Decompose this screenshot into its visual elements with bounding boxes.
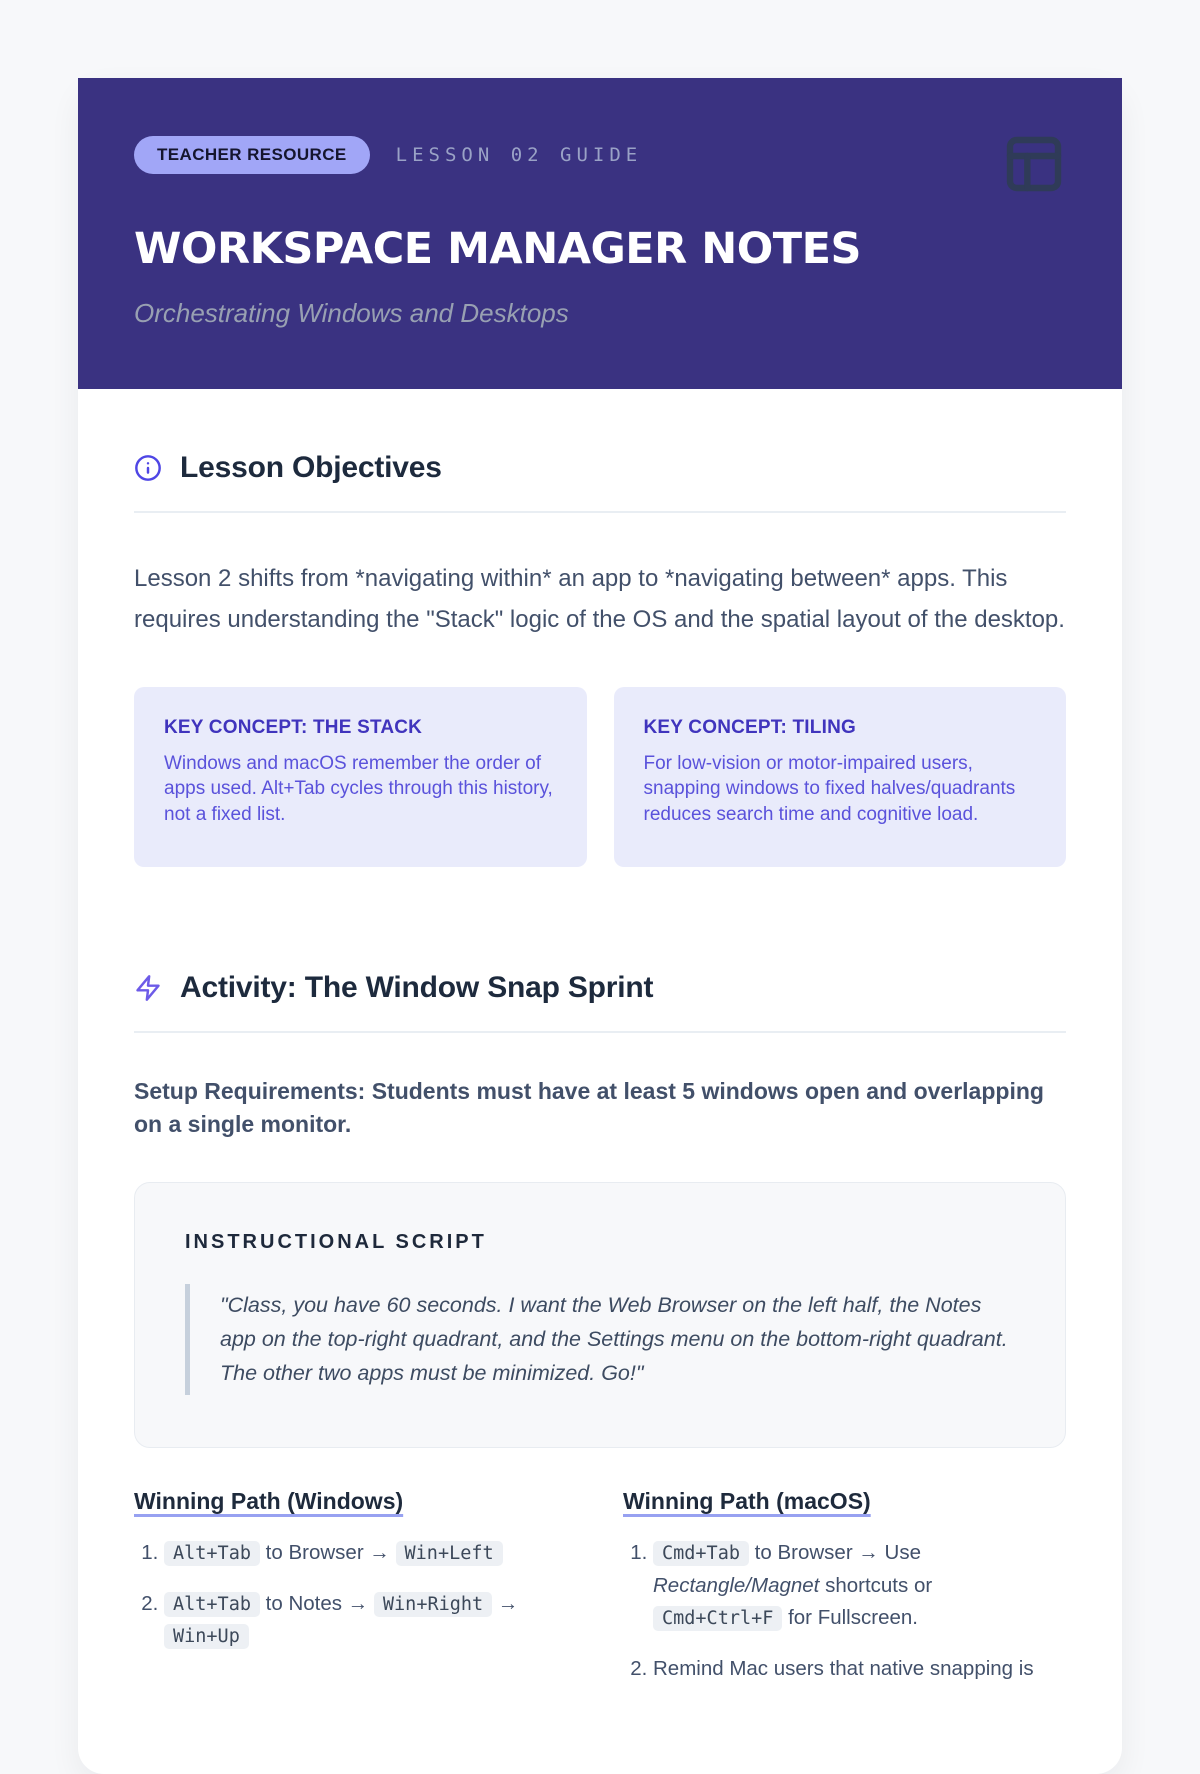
key-combo-chip: Alt+Tab xyxy=(164,1592,260,1617)
key-combo-chip: Win+Left xyxy=(396,1541,503,1566)
list-item xyxy=(164,1537,577,1570)
lesson-kicker: LESSON 02 GUIDE xyxy=(395,144,643,166)
step-text: shortcuts or xyxy=(819,1573,933,1597)
section-divider xyxy=(134,1031,1066,1033)
winning-path-macos xyxy=(623,1488,1066,1704)
concept-title: KEY CONCEPT: TILING xyxy=(643,716,856,738)
document-title: WORKSPACE MANAGER NOTES xyxy=(134,224,861,274)
section-lesson-objectives xyxy=(134,451,1066,867)
key-combo-chip: Alt+Tab xyxy=(164,1541,260,1566)
path-steps-list xyxy=(134,1537,577,1653)
concept-body: For low-vision or motor-impaired users, snapping windows to fixed halves/quadrants reduces search time and cognitive load. xyxy=(643,752,1016,825)
section-heading-row xyxy=(134,971,1066,1005)
key-combo-chip: Cmd+Tab xyxy=(653,1541,749,1566)
list-item xyxy=(653,1653,1066,1686)
winning-paths-grid xyxy=(134,1488,1066,1704)
section-heading-row xyxy=(134,451,1066,485)
concept-card-stack xyxy=(134,687,587,867)
zap-icon xyxy=(134,974,162,1002)
key-combo-chip: Win+Right xyxy=(374,1592,492,1617)
script-quote: "Class, you have 60 seconds. I want the Web Browser on the left half, the Notes app on the top-right quadrant, and the Settings menu on the bottom-right quadrant. The other two apps must be minimized. Go!" xyxy=(185,1284,1015,1395)
teacher-resource-badge: TEACHER RESOURCE xyxy=(134,136,370,174)
document-subtitle: Orchestrating Windows and Desktops xyxy=(134,298,569,328)
concept-card-tiling xyxy=(614,687,1067,867)
step-text: → xyxy=(492,1591,519,1615)
section-activity xyxy=(134,971,1066,1704)
concept-body: Windows and macOS remember the order of apps used. Alt+Tab cycles through this history, not a fixed list. xyxy=(164,752,553,825)
document-body xyxy=(78,389,1122,1774)
objectives-intro-paragraph: Lesson 2 shifts from *navigating within* an app to *navigating between* apps. This requires understanding the "Stack" logic of the OS and the spatial layout of the desktop. xyxy=(134,565,1065,633)
path-title: Winning Path (Windows) xyxy=(134,1487,404,1514)
instructional-script-card xyxy=(134,1182,1066,1448)
page xyxy=(0,78,1200,1681)
winning-path-windows xyxy=(134,1488,577,1704)
path-title: Winning Path (macOS) xyxy=(623,1487,871,1514)
step-text: to Browser → Use xyxy=(748,1540,921,1564)
step-text: Remind Mac users that native snapping is xyxy=(653,1657,1034,1681)
layout-template-icon xyxy=(1002,132,1066,196)
script-label: INSTRUCTIONAL SCRIPT xyxy=(185,1230,487,1253)
key-combo-chip: Win+Up xyxy=(164,1624,249,1649)
setup-requirements: Setup Requirements: Students must have at least 5 windows open and overlapping on a single monitor. xyxy=(134,1077,1044,1138)
info-icon xyxy=(134,454,162,482)
section-title: Activity: The Window Snap Sprint xyxy=(180,970,654,1004)
key-combo-chip: Cmd+Ctrl+F xyxy=(653,1606,782,1631)
key-concept-grid xyxy=(134,687,1066,867)
path-steps-list xyxy=(623,1537,1066,1686)
step-text: Rectangle/Magnet xyxy=(653,1573,820,1597)
step-text: to Browser → xyxy=(259,1540,396,1564)
step-text: to Notes → xyxy=(259,1591,374,1615)
list-item xyxy=(653,1537,1066,1635)
step-text: for Fullscreen. xyxy=(782,1606,918,1630)
concept-title: KEY CONCEPT: THE STACK xyxy=(164,716,423,738)
list-item xyxy=(164,1588,577,1654)
section-title: Lesson Objectives xyxy=(180,451,442,484)
document-card xyxy=(78,78,1122,1774)
header-top-row xyxy=(134,132,1066,196)
document-header xyxy=(78,78,1122,389)
section-divider xyxy=(134,511,1066,513)
badge-row xyxy=(134,136,642,174)
